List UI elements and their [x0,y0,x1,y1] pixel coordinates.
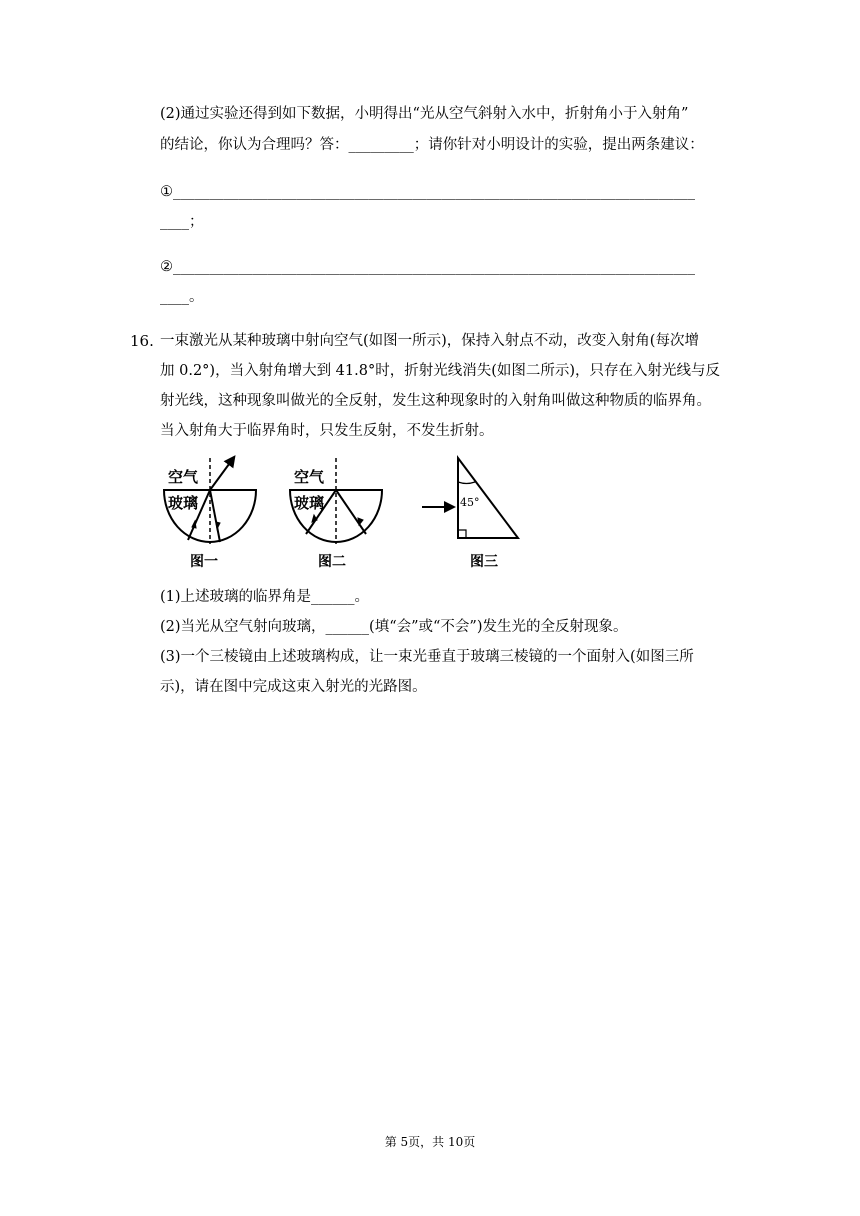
fig1-glass-label: 玻璃 [168,494,199,512]
q15-suggestion1-line2: ____； [160,214,204,230]
q16-stem-line2: 加 0.2°)，当入射角增大到 41.8°时，折射光线消失(如图二所示)，只存在入射光线与反 [160,363,721,379]
fig3-angle-arc [458,482,475,483]
q16-sub3-line1: (3)一个三棱镜由上述玻璃构成，让一束光垂直于玻璃三棱镜的一个面射入(如图三所 [160,649,694,665]
fig1-air-label: 空气 [168,468,199,486]
fig2-caption: 图二 [318,554,346,570]
page-footer: 第 5页，共 10页 [384,1135,476,1149]
q16-sub2: (2)当光从空气射向玻璃，______(填“会”或“不会”)发生光的全反射现象。 [160,619,628,635]
q16-stem-line4: 当入射角大于临界角时，只发生反射，不发生折射。 [160,423,494,439]
fig1-caption: 图一 [190,554,218,570]
q16-stem-line1: 一束激光从某种玻璃中射向空气(如图一所示)，保持入射点不动，改变入射角(每次增 [160,333,699,349]
fig3-caption: 图三 [470,554,498,570]
fig1-refracted-ray [210,460,232,490]
question-number: 16. [130,332,154,350]
q16-stem-line3: 射光线，这种现象叫做光的全反射，发生这种现象时的入射角叫做这种物质的临界角。 [160,393,711,409]
q15-suggestion2-line2: ____。 [160,289,204,305]
optics-figures [160,452,540,574]
q15-part2-line2: 的结论，你认为合理吗？答：_________；请你针对小明设计的实验，提出两条建议： [160,137,704,153]
q15-suggestion2-line1: ②________________________________________________________________________ [160,259,695,275]
q15-suggestion1-line1: ①________________________________________________________________________ [160,184,695,200]
q16-sub3-line2: 示)，请在图中完成这束入射光的光路图。 [160,679,427,695]
fig2-reflected-ray [336,490,366,534]
q16-sub1: (1)上述玻璃的临界角是______。 [160,589,370,605]
fig3-right-angle-mark [458,530,466,538]
fig2-glass-label: 玻璃 [294,494,325,512]
q15-part2-line1: (2)通过实验还得到如下数据，小明得出“光从空气斜射入水中，折射角小于入射角” [160,106,689,122]
fig2-air-label: 空气 [294,468,325,486]
fig3-angle-label: 45° [460,496,480,509]
fig1-reflected-ray [210,490,220,542]
